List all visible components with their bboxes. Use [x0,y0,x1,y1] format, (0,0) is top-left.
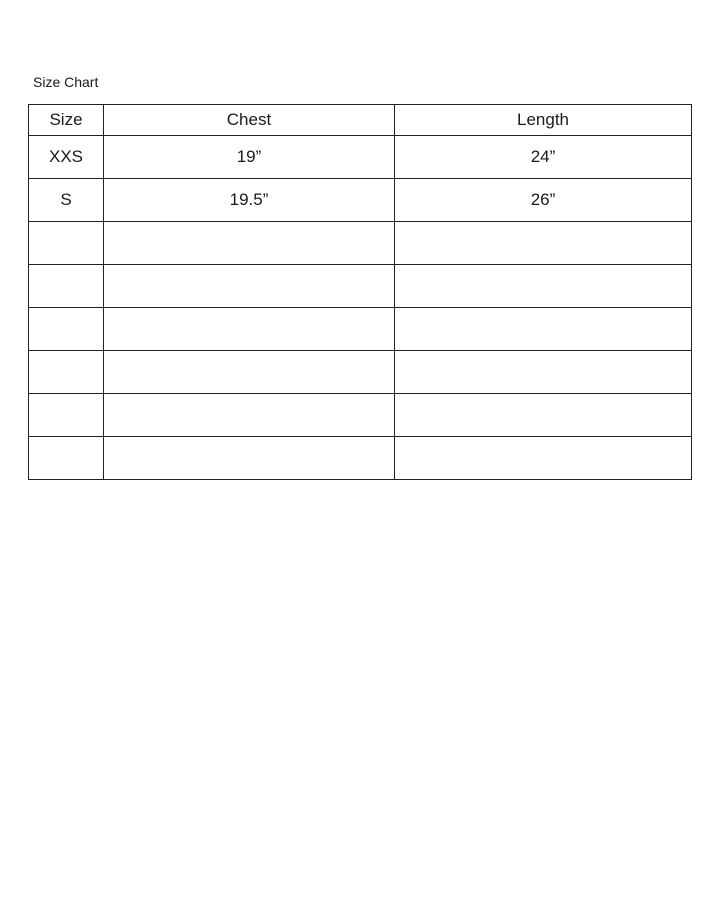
header-size: Size [29,105,104,136]
table-row [29,265,692,308]
cell-size [29,394,104,437]
cell-length [395,308,692,351]
cell-length [395,265,692,308]
cell-chest [104,437,395,480]
cell-chest [104,265,395,308]
header-chest: Chest [104,105,395,136]
cell-chest [104,394,395,437]
header-length: Length [395,105,692,136]
cell-length [395,437,692,480]
cell-size [29,308,104,351]
size-chart-table [28,104,692,480]
cell-length: 26” [395,179,692,222]
table-row [29,222,692,265]
cell-size [29,265,104,308]
cell-chest [104,308,395,351]
cell-length [395,394,692,437]
table-row [29,351,692,394]
cell-size [29,437,104,480]
table-row [29,136,692,179]
table-row [29,308,692,351]
table-row [29,394,692,437]
cell-size: XXS [29,136,104,179]
cell-chest: 19” [104,136,395,179]
cell-chest: 19.5” [104,179,395,222]
cell-size: S [29,179,104,222]
cell-length: 24” [395,136,692,179]
table-header-row [29,105,692,136]
cell-size [29,222,104,265]
cell-chest [104,222,395,265]
cell-length [395,351,692,394]
table-row [29,179,692,222]
cell-size [29,351,104,394]
cell-chest [104,351,395,394]
table-row [29,437,692,480]
page-title: Size Chart [33,74,99,90]
cell-length [395,222,692,265]
